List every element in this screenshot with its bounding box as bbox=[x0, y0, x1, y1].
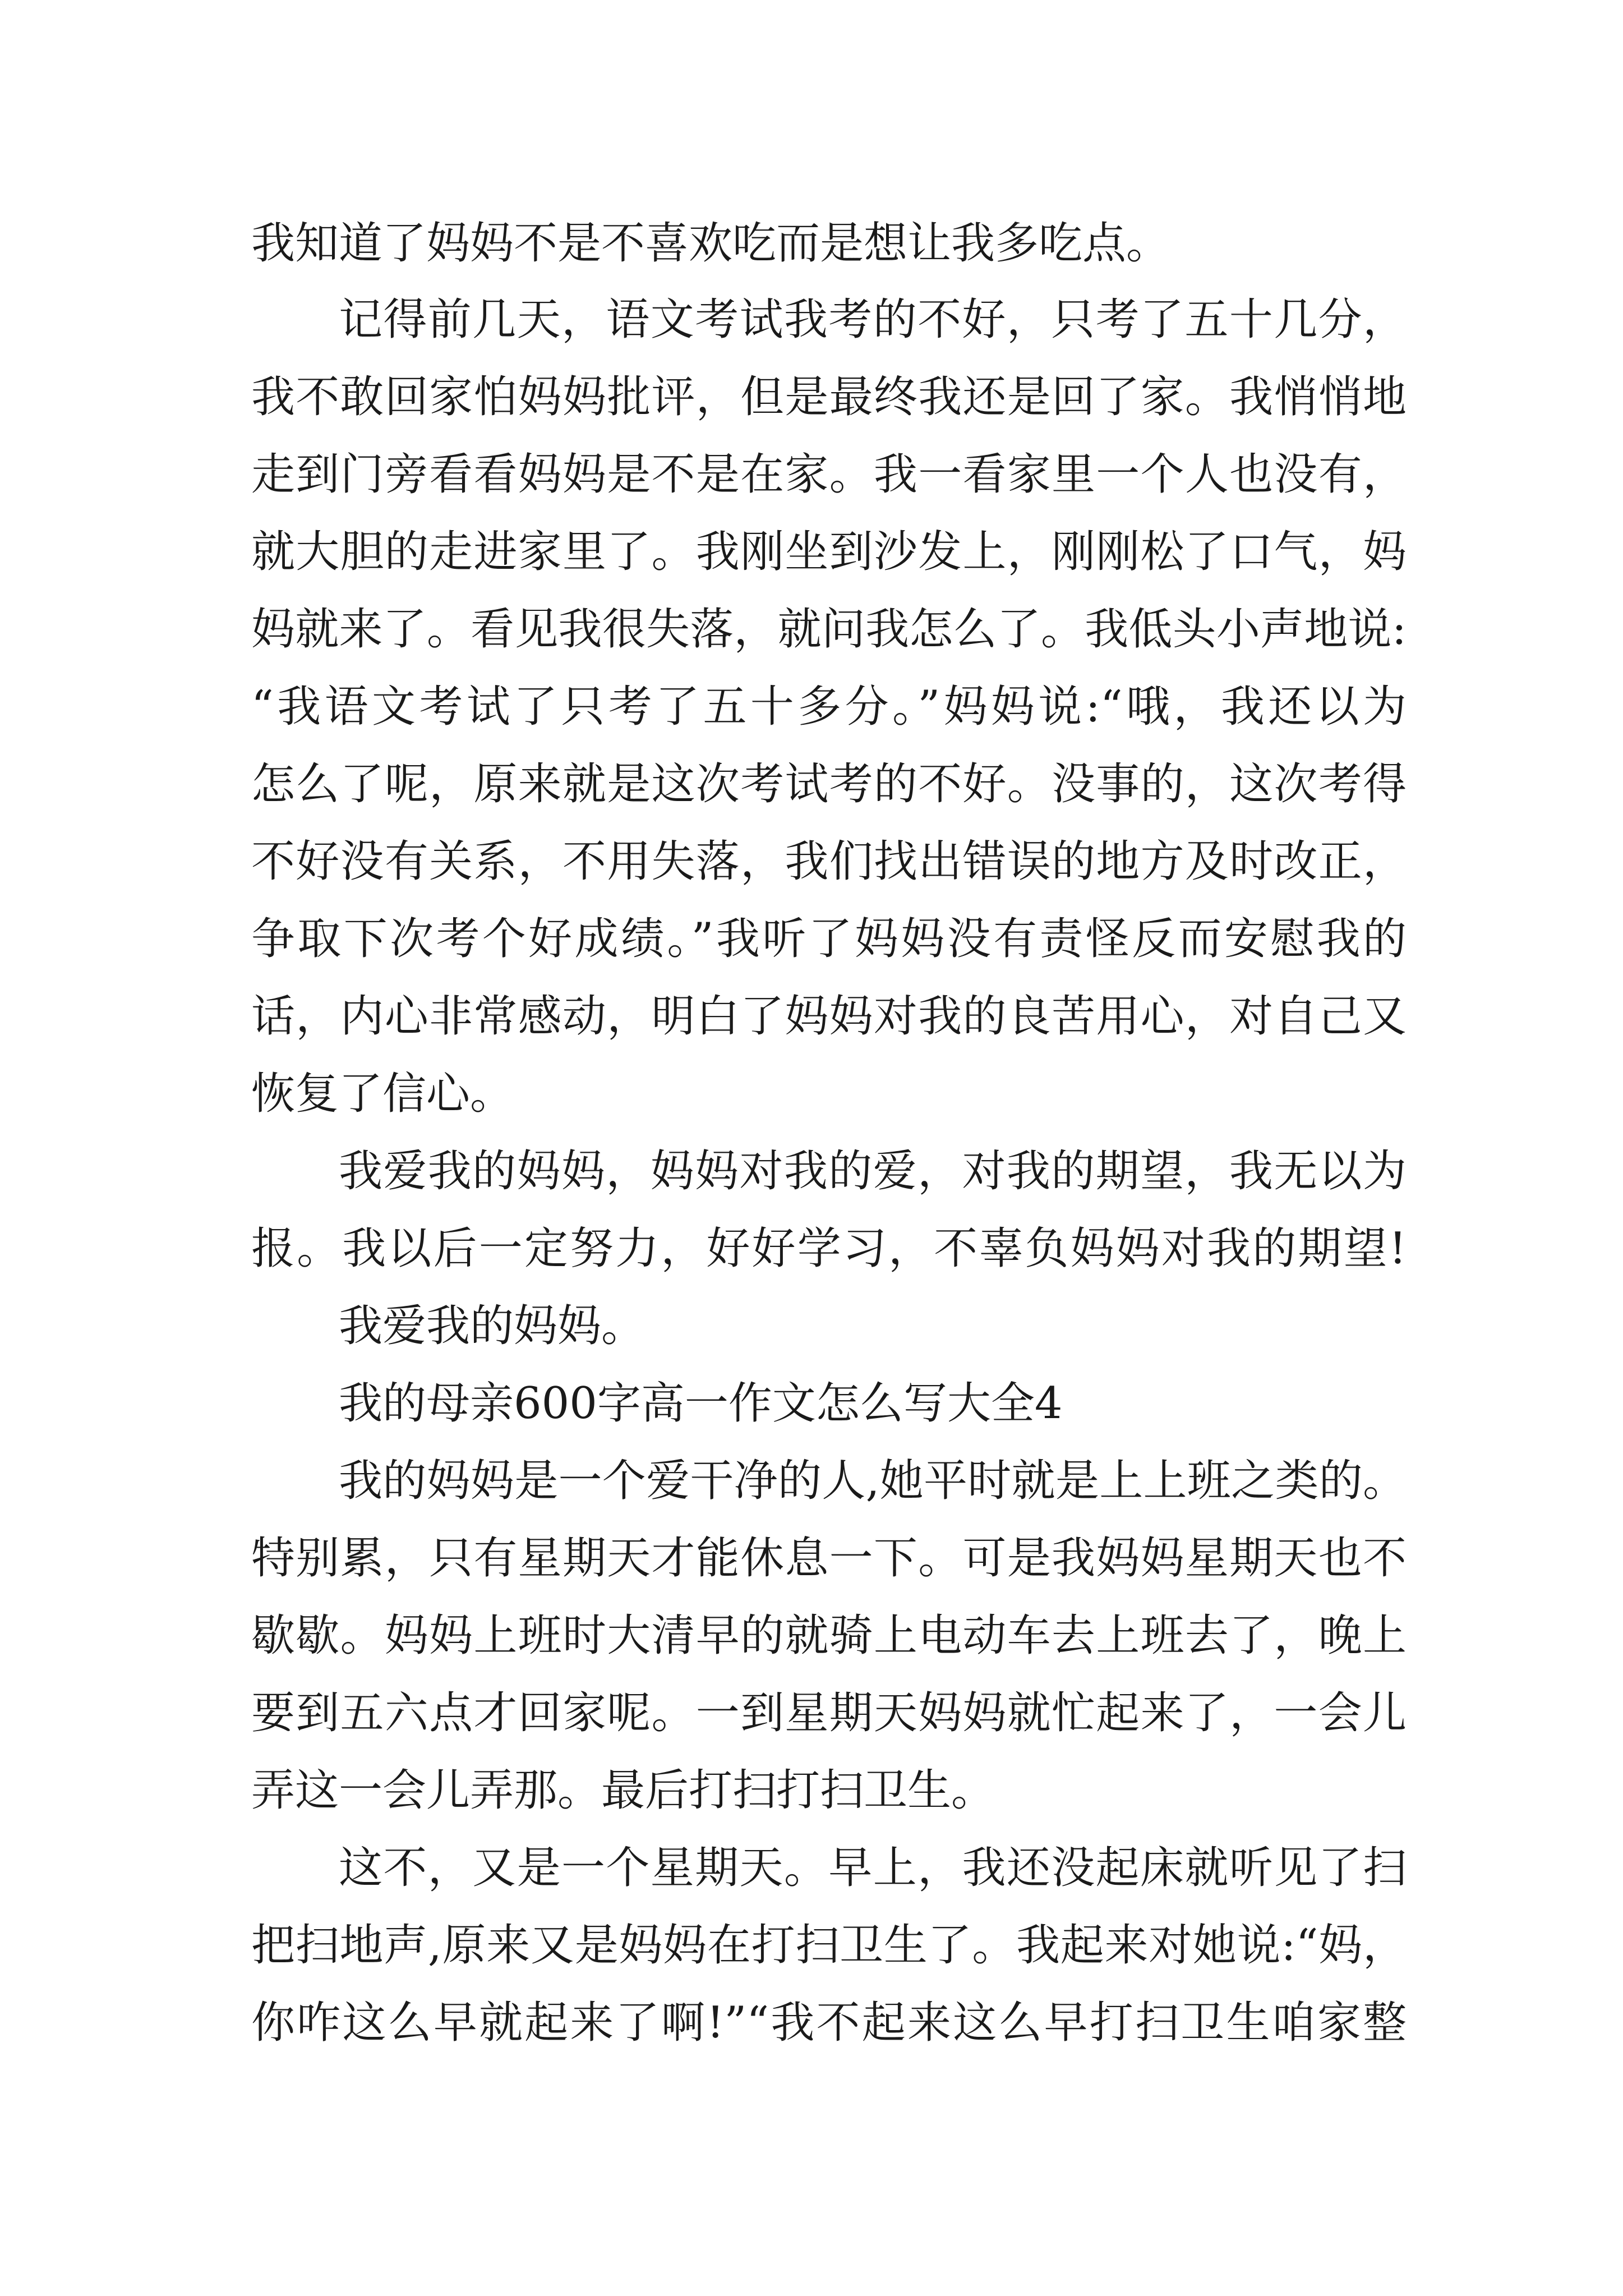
paragraph-start-line: 我爱我的妈妈。 bbox=[339, 1301, 645, 1351]
text-line: 报。我以后一定努力，好好学习，不辜负妈妈对我的期望! bbox=[251, 1223, 1407, 1274]
text-line: 我知道了妈妈不是不喜欢吃而是想让我多吃点。 bbox=[251, 218, 1170, 269]
text-line: 弄这一会儿弄那。最后打扫打扫卫生。 bbox=[251, 1765, 995, 1816]
paragraph-start-line: 记得前几天，语文考试我考的不好，只考了五十几分， bbox=[339, 295, 1407, 345]
paragraph-start-line: 我爱我的妈妈，妈妈对我的爱，对我的期望，我无以为 bbox=[339, 1146, 1407, 1197]
text-line: 不好没有关系，不用失落，我们找出错误的地方及时改正， bbox=[251, 836, 1407, 887]
text-line: 把扫地声,原来又是妈妈在打扫卫生了。我起来对她说:“妈， bbox=[251, 1920, 1407, 1971]
text-line: 我不敢回家怕妈妈批评，但是最终我还是回了家。我悄悄地 bbox=[251, 372, 1407, 422]
text-line: 怎么了呢，原来就是这次考试考的不好。没事的，这次考得 bbox=[251, 759, 1407, 809]
text-line: 特别累，只有星期天才能休息一下。可是我妈妈星期天也不 bbox=[251, 1533, 1407, 1584]
text-line: 歇歇。妈妈上班时大清早的就骑上电动车去上班去了，晚上 bbox=[251, 1611, 1407, 1661]
text-line: 恢复了信心。 bbox=[251, 1069, 514, 1119]
text-line: 就大胆的走进家里了。我刚坐到沙发上，刚刚松了口气，妈 bbox=[251, 527, 1407, 577]
text-line: 走到门旁看看妈妈是不是在家。我一看家里一个人也没有， bbox=[251, 449, 1407, 500]
text-line: 话，内心非常感动，明白了妈妈对我的良苦用心，对自己又 bbox=[251, 991, 1407, 1042]
paragraph-start-line: 这不，又是一个星期天。早上，我还没起床就听见了扫 bbox=[339, 1843, 1407, 1893]
text-line: 要到五六点才回家呢。一到星期天妈妈就忙起来了，一会儿 bbox=[251, 1688, 1407, 1738]
text-line: 你咋这么早就起来了啊!”“我不起来这么早打扫卫生咱家整 bbox=[251, 1998, 1407, 2048]
text-line: 争取下次考个好成绩。”我听了妈妈没有责怪反而安慰我的 bbox=[251, 914, 1407, 964]
section-heading: 我的母亲600字高一作文怎么写大全4 bbox=[339, 1378, 1063, 1429]
text-line: 妈就来了。看见我很失落，就问我怎么了。我低头小声地说: bbox=[251, 604, 1407, 655]
text-line: “我语文考试了只考了五十多分。”妈妈说:“哦，我还以为 bbox=[251, 682, 1407, 732]
paragraph-start-line: 我的妈妈是一个爱干净的人,她平时就是上上班之类的。 bbox=[339, 1456, 1407, 1506]
